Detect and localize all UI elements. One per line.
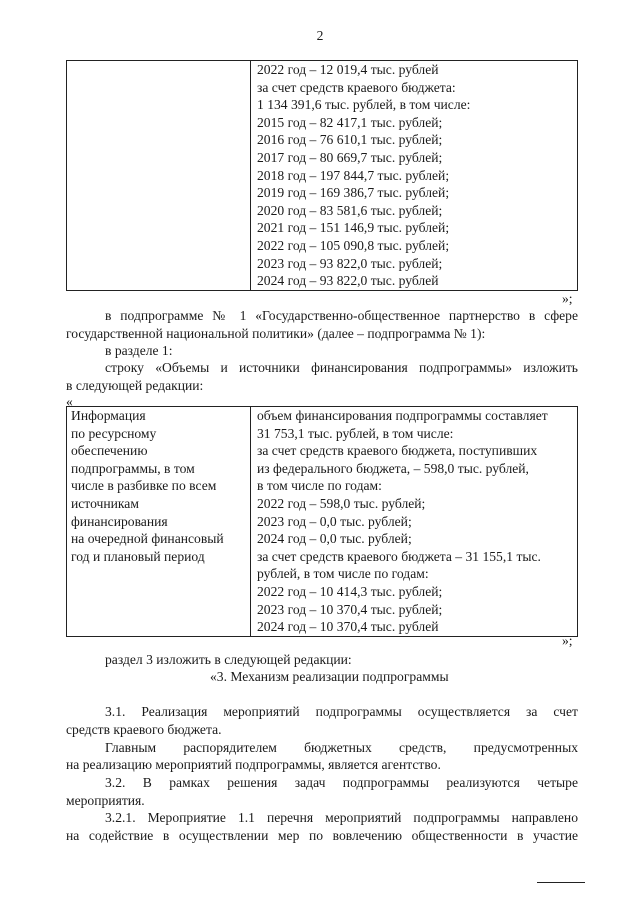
footer-rule [537,882,585,883]
table2-value-line: 2023 год – 10 370,4 тыс. рублей; [257,601,443,617]
table2-label-line: источникам [71,495,139,511]
paragraph-line: на содействие в осуществлении мер по вовлечению общественности в участие [66,828,578,843]
table2-value-line: в том числе по годам: [257,478,382,494]
paragraph-line: 3.2. В рамках решения задач подпрограммы реализуются четыре [105,775,578,790]
table1-line: 2018 год – 197 844,7 тыс. рублей; [257,167,450,183]
page-number: 2 [316,28,324,43]
table1-left-cell [67,61,251,291]
financing-table-continued [66,60,578,291]
table1-line: 2015 год – 82 417,1 тыс. рублей; [257,114,443,130]
table2-value-line: 2024 год – 0,0 тыс. рублей; [257,531,412,547]
table2-label-line: числе в разбивке по всем [71,478,217,494]
financing-table [66,406,578,637]
paragraph-line: государственной национальной политики» (далее – подпрограмма № 1): [66,326,486,341]
table1-line: 2019 год – 169 386,7 тыс. рублей; [257,185,450,201]
paragraph-line: Главным распорядителем бюджетных средств, предусмотренных [105,740,578,755]
table1-line: 2024 год – 93 822,0 тыс. рублей [257,273,439,289]
table1-line: 2017 год – 80 669,7 тыс. рублей; [257,149,443,165]
table2-value-line: 2022 год – 10 414,3 тыс. рублей; [257,583,443,599]
paragraph-line: в следующей редакции: [66,378,204,393]
paragraph-line: средств краевого бюджета. [66,722,222,737]
table2-value-line: 2023 год – 0,0 тыс. рублей; [257,513,412,529]
table2-value-line: объем финансирования подпрограммы составляет [257,408,548,423]
table1-right-cell [251,61,578,291]
table1-line: 2023 год – 93 822,0 тыс. рублей; [257,255,443,271]
paragraph-line: на реализацию мероприятий подпрограммы, является агентство. [66,757,441,772]
paragraph-line: 3.2.1. Мероприятие 1.1 перечня мероприятий подпрограммы направлено [105,810,578,825]
table2-label-line: по ресурсному [71,425,157,441]
table1-line: 2016 год – 76 610,1 тыс. рублей; [257,132,443,148]
table2-value-line: из федерального бюджета, – 598,0 тыс. рублей, [257,460,529,476]
closing-quote: »; [562,633,573,648]
paragraph-line: мероприятия. [66,793,145,808]
table1-line: 2020 год – 83 581,6 тыс. рублей; [257,202,443,218]
section-title: «3. Механизм реализации подпрограммы [210,669,449,684]
table2-value-line: 2022 год – 598,0 тыс. рублей; [257,495,426,511]
table1-line: 2021 год – 151 146,9 тыс. рублей; [257,220,450,236]
paragraph-line: раздел 3 изложить в следующей редакции: [105,652,352,667]
table2-label-line: на очередной финансовый [71,531,224,547]
table2-value-cell [251,407,578,637]
table2-label-line: обеспечению [71,443,148,459]
table1-line: 2022 год – 105 090,8 тыс. рублей; [257,237,450,253]
table2-value-line: 2024 год – 10 370,4 тыс. рублей [257,619,439,635]
paragraph-line: 3.1. Реализация мероприятий подпрограммы осуществляется за счет [105,704,578,719]
paragraph-line: строку «Объемы и источники финансирования подпрограммы» изложить [105,360,578,375]
table1-line: за счет средств краевого бюджета: [257,79,456,95]
paragraph-line: в разделе 1: [105,343,173,358]
table1-line: 2022 год – 12 019,4 тыс. рублей [257,62,439,77]
table2-value-line: рублей, в том числе по годам: [257,566,429,582]
table2-label-line: Информация [71,408,146,423]
closing-quote: »; [562,291,573,306]
table2-label-line: финансирования [71,513,168,529]
table2-value-line: за счет средств краевого бюджета – 31 155,1 тыс. [257,548,541,564]
table2-label-cell [67,407,251,637]
table2-value-line: 31 753,1 тыс. рублей, в том числе: [257,425,454,441]
paragraph-line: в подпрограмме № 1 «Государственно-общественное партнерство в сфере [105,308,578,323]
table1-line: 1 134 391,6 тыс. рублей, в том числе: [257,97,471,113]
opening-quote: « [66,394,73,409]
table2-label-line: подпрограммы, в том [71,460,195,476]
table2-value-line: за счет средств краевого бюджета, поступивших [257,443,538,459]
table2-label-line: год и плановый период [71,548,205,564]
